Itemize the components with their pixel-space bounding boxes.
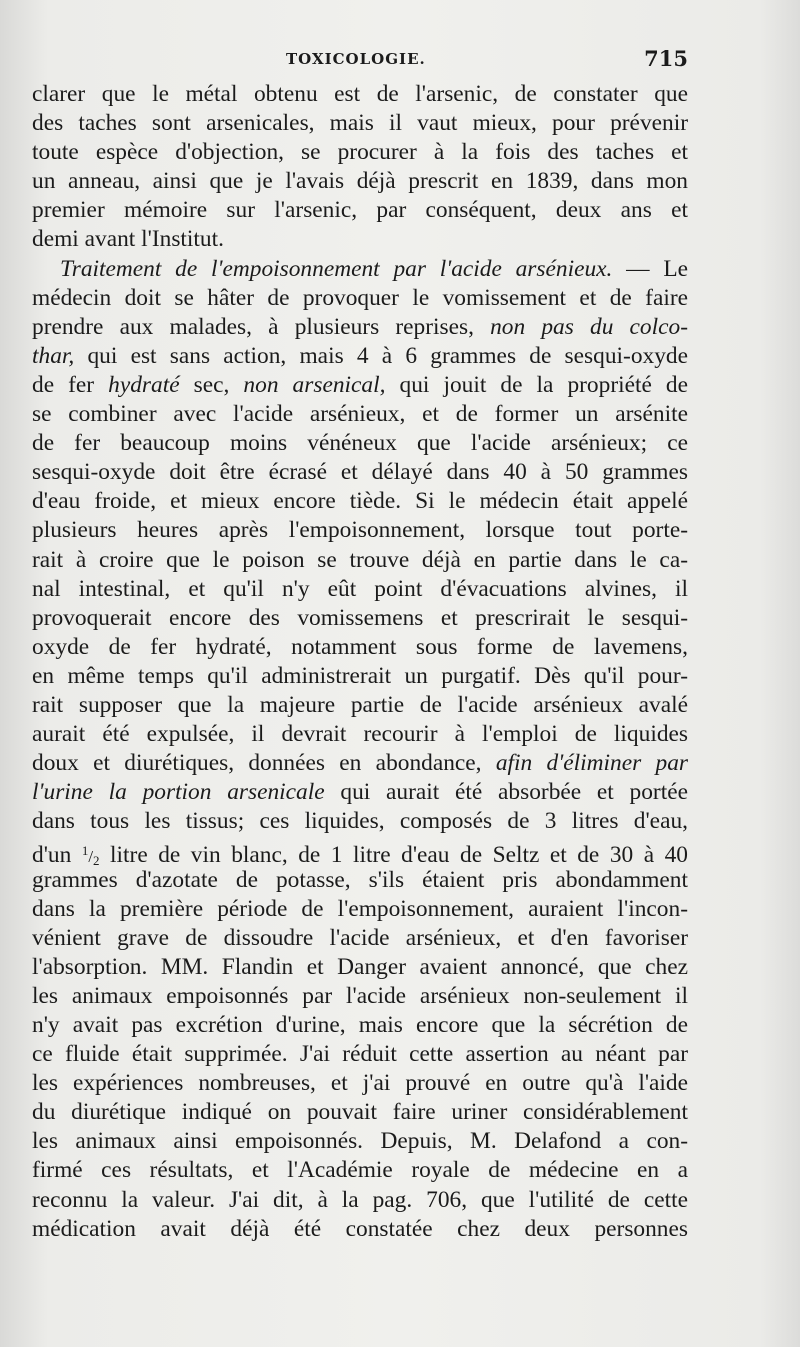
italic-fragment: non arsenical,: [243, 371, 386, 398]
text-line: sesqui-oxyde doit être écrasé et délayé dans 40 à 50 grammes: [32, 459, 688, 486]
text-line: du diurétique indiqué on pouvait faire uriner considérablement: [32, 1099, 688, 1126]
text-line: grammes d'azotate de potasse, s'ils étaient pris abondamment: [32, 866, 688, 893]
text-line: les animaux empoisonnés par l'acide arsénieux non-seulement il: [32, 982, 688, 1009]
text-line: aurait été expulsée, il devrait recourir à l'emploi de liquides: [32, 721, 688, 748]
text-line: un anneau, ainsi que je l'avais déjà prescrit en 1839, dans mon: [32, 168, 688, 195]
text-line: médecin doit se hâter de provoquer le vomissement et de faire: [32, 284, 688, 311]
text-line: rait supposer que la majeure partie de l'acide arsénieux avalé: [32, 691, 688, 718]
fraction-numerator: 1: [81, 843, 89, 859]
text-line: [32, 342, 688, 371]
text-line: vénient grave de dissoudre l'acide arsénieux, et d'en favoriser: [32, 924, 688, 951]
text-fragment: litre de vin blanc, de 1 litre d'eau de Seltz et de 30 à 40: [99, 842, 688, 869]
section-heading-line: [32, 255, 688, 284]
text-line: ce fluide était supprimée. J'ai réduit cette assertion au néant par: [32, 1041, 688, 1068]
text-line: demi avant l'Institut.: [32, 226, 224, 253]
text-line: plusieurs heures après l'empoisonnement, lorsque tout porte-: [32, 517, 688, 544]
italic-fragment: afin d'éliminer par: [495, 750, 688, 777]
text-line: des taches sont arsenicales, mais il vaut mieux, pour prévenir: [32, 110, 688, 137]
text-line: se combiner avec l'acide arsénieux, et de former un arsénite: [32, 401, 688, 428]
running-title: TOXICOLOGIE.: [286, 50, 426, 68]
text-fragment: d'un: [32, 842, 82, 869]
section-heading: Traitement de l'empoisonnement par l'acide arsénieux.: [60, 255, 613, 282]
text-line: premier mémoire sur l'arsenic, par conséquent, deux ans et: [32, 197, 688, 224]
text-line: [32, 313, 688, 342]
text-fragment: qui est sans action, mais 4 à 6 grammes de sesqui-oxyde: [74, 342, 688, 369]
text-line: en même temps qu'il administrerait un purgatif. Dès qu'il pour-: [32, 662, 688, 689]
text-line: reconnu la valeur. J'ai dit, à la pag. 706, que l'utilité de cette: [32, 1186, 688, 1213]
text-fragment: qui jouit de la propriété de: [385, 371, 688, 398]
text-line: l'absorption. MM. Flandin et Danger avaient annoncé, que chez: [32, 953, 688, 980]
text-line: firmé ces résultats, et l'Académie royale de médecine en a: [32, 1157, 688, 1184]
italic-fragment: thar,: [32, 342, 75, 369]
text-line: [32, 836, 688, 869]
text-line: d'eau froide, et mieux encore tiède. Si le médecin était appelé: [32, 488, 688, 515]
text-line: dans tous les tissus; ces liquides, composés de 3 litres d'eau,: [32, 808, 688, 835]
text-fragment: qui aurait été absorbée et portée: [324, 779, 688, 806]
fraction-half: $^1/_2$: [81, 843, 100, 869]
text-line: provoquerait encore des vomissemens et prescrirait le sesqui-: [32, 604, 688, 631]
body-text: [32, 80, 688, 1244]
text-line: les animaux ainsi empoisonnés. Depuis, M. Delafond a con-: [32, 1128, 688, 1155]
text-line: oxyde de fer hydraté, notamment sous forme de lavemens,: [32, 633, 688, 660]
text-line: les expériences nombreuses, et j'ai prouvé en outre qu'à l'aide: [32, 1070, 688, 1097]
text-fragment: de fer: [32, 371, 95, 398]
text-fragment: — Le: [612, 255, 688, 282]
fraction-denominator: 2: [93, 853, 100, 869]
text-line: [32, 778, 688, 807]
text-line: [32, 749, 688, 778]
text-line: médication avait déjà été constatée chez deux personnes: [32, 1215, 688, 1242]
page-number: 715: [644, 46, 688, 71]
italic-fragment: hydraté: [108, 371, 180, 398]
text-fragment: sec,: [179, 371, 244, 398]
text-line: n'y avait pas excrétion d'urine, mais encore que la sécrétion de: [32, 1012, 688, 1038]
italic-fragment: l'urine la portion arsenicale: [32, 779, 325, 806]
text-line: de fer beaucoup moins vénéneux que l'acide arsénieux; ce: [32, 430, 688, 457]
text-line: [32, 371, 688, 400]
text-line: toute espèce d'objection, se procurer à la fois des taches et: [32, 139, 688, 166]
text-fragment: prendre aux malades, à plusieurs reprises,: [32, 313, 474, 340]
text-fragment: doux et diurétiques, données en abondance,: [32, 750, 482, 777]
text-line: clarer que le métal obtenu est de l'arsenic, de constater que: [32, 81, 688, 107]
text-line: dans la première période de l'empoisonnement, auraient l'incon-: [32, 895, 688, 922]
italic-fragment: non pas du colco-: [490, 313, 688, 340]
text-line: nal intestinal, et qu'il n'y eût point d'évacuations alvines, il: [32, 575, 688, 602]
text-line: rait à croire que le poison se trouve déjà en partie dans le ca-: [32, 546, 688, 573]
page-header: [32, 44, 688, 74]
